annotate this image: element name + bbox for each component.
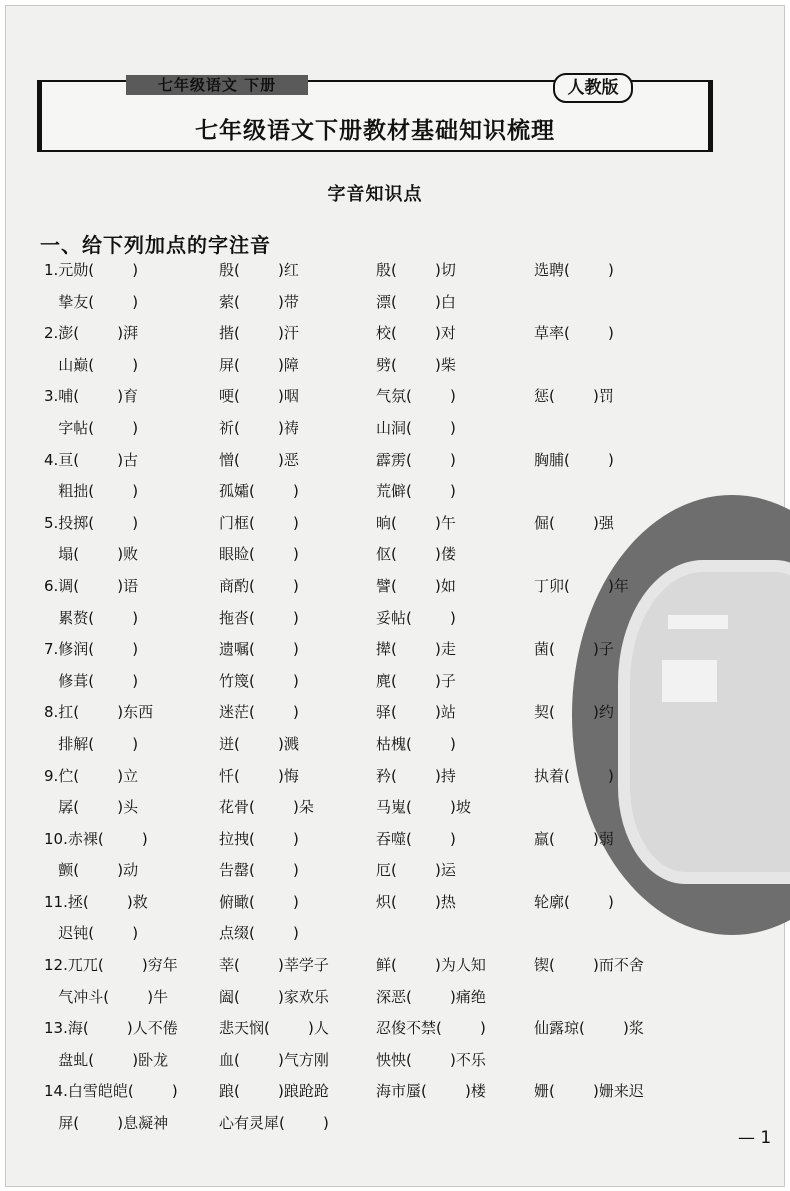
pinyin-blank-item: 拖沓( ) xyxy=(219,608,299,627)
pinyin-blank-item: 血( )气方刚 xyxy=(219,1050,329,1069)
pinyin-blank-item: 屏( )障 xyxy=(219,355,299,374)
pinyin-blank-item: 轮廓( ) xyxy=(534,892,614,911)
pinyin-blank-item: 粗拙( ) xyxy=(44,482,139,501)
exercise-row xyxy=(44,574,724,606)
pinyin-blank-item: 菌( )子 xyxy=(534,640,614,659)
page-title: 七年级语文下册教材基础知识梳理 xyxy=(195,118,555,144)
pinyin-blank-item: 盘虬( )卧龙 xyxy=(44,1050,169,1069)
pinyin-blank-item: 校( )对 xyxy=(376,324,456,343)
pinyin-blank-item: 深恶( )痛绝 xyxy=(376,987,486,1006)
pinyin-blank-item: 枯槐( ) xyxy=(376,734,456,753)
pinyin-blank-item: 殷( )切 xyxy=(376,261,456,279)
pinyin-blank-item: 6.调( )语 xyxy=(44,576,139,595)
pinyin-blank-item: 霹雳( ) xyxy=(376,450,456,469)
pinyin-blank-item: 驿( )站 xyxy=(376,703,456,722)
pinyin-blank-item: 萦( )带 xyxy=(219,292,299,311)
pinyin-blank-item: 修葺( ) xyxy=(44,671,139,690)
pinyin-blank-item: 14.白雪皑皑( ) xyxy=(44,1082,178,1101)
pinyin-blank-item: 累赘( ) xyxy=(44,608,139,627)
pinyin-blank-item: 祈( )祷 xyxy=(219,418,299,437)
pinyin-blank-item: 忍俊不禁( ) xyxy=(376,1019,486,1038)
pinyin-blank-item: 忏( )悔 xyxy=(219,766,299,785)
pinyin-blank-item: 丁卯( )年 xyxy=(534,576,629,595)
pinyin-blank-item: 倔( )强 xyxy=(534,513,614,532)
pinyin-blank-item: 孤孀( ) xyxy=(219,482,299,501)
pinyin-blank-item: 草率( ) xyxy=(534,324,614,343)
exercise-row xyxy=(44,384,724,416)
pinyin-blank-item: 矜( )持 xyxy=(376,766,456,785)
pinyin-blank-item: 气冲斗( )牛 xyxy=(44,987,169,1006)
page-number: — 1 xyxy=(738,1128,772,1148)
pinyin-blank-item: 拉拽( ) xyxy=(219,829,299,848)
exercise-row xyxy=(44,890,724,922)
pinyin-blank-item: 挚友( ) xyxy=(44,292,139,311)
pinyin-blank-item: 厄( )运 xyxy=(376,861,456,880)
pinyin-blank-item: 9.伫( )立 xyxy=(44,766,139,785)
pinyin-blank-item: 炽( )热 xyxy=(376,892,456,911)
exercise-row xyxy=(44,985,724,1017)
pinyin-blank-item: 2.澎( )湃 xyxy=(44,324,139,343)
pinyin-blank-item: 妥帖( ) xyxy=(376,608,456,627)
pinyin-blank-item: 门框( ) xyxy=(219,513,299,532)
exercise-row xyxy=(44,764,724,796)
pinyin-blank-item: 选聘( ) xyxy=(534,261,614,279)
pinyin-blank-item: 胸脯( ) xyxy=(534,450,614,469)
pinyin-blank-item: 4.亘( )古 xyxy=(44,450,139,469)
pinyin-blank-item: 海市蜃( )楼 xyxy=(376,1082,486,1101)
pinyin-blank-item: 迷茫( ) xyxy=(219,703,299,722)
pinyin-blank-item: 告罄( ) xyxy=(219,861,299,880)
pinyin-blank-item: 殷( )红 xyxy=(219,261,299,279)
pinyin-blank-item: 7.修润( ) xyxy=(44,640,139,659)
pinyin-blank-item: 哽( )咽 xyxy=(219,387,299,406)
header-tab: 七年级语文 下册 xyxy=(126,75,308,95)
exercise-row xyxy=(44,637,724,669)
exercise-row xyxy=(44,511,724,543)
exercise-row xyxy=(44,353,724,385)
pinyin-blank-item: 13.海( )人不倦 xyxy=(44,1019,178,1038)
exercise-heading: 一、给下列加点的字注音 xyxy=(40,233,271,257)
pinyin-blank-item: 12.兀兀( )穷年 xyxy=(44,956,178,975)
pinyin-blank-item: 塌( )败 xyxy=(44,545,139,564)
pinyin-blank-item: 伛( )偻 xyxy=(376,545,456,564)
pinyin-blank-item: 马嵬( )坡 xyxy=(376,798,471,817)
pinyin-blank-item: 点缀( ) xyxy=(219,924,299,943)
pinyin-blank-item: 执着( ) xyxy=(534,766,614,785)
exercise-row xyxy=(44,1048,724,1080)
pinyin-blank-item: 遗嘱( ) xyxy=(219,640,299,659)
exercise-row xyxy=(44,606,724,638)
pinyin-blank-item: 气氛( ) xyxy=(376,387,456,406)
pinyin-blank-item: 羸( )弱 xyxy=(534,829,614,848)
pinyin-blank-item: 10.赤裸( ) xyxy=(44,829,148,848)
exercise-row xyxy=(44,700,724,732)
section-subtitle: 字音知识点 xyxy=(327,184,423,205)
pinyin-blank-item: 山洞( ) xyxy=(376,418,456,437)
pinyin-blank-item: 莘( )莘学子 xyxy=(219,956,329,975)
pinyin-blank-item: 锲( )而不舍 xyxy=(534,956,644,975)
pinyin-blank-item: 迸( )溅 xyxy=(219,734,299,753)
pinyin-blank-item: 憎( )恶 xyxy=(219,450,299,469)
pinyin-blank-item: 孱( )头 xyxy=(44,798,139,817)
exercise-row xyxy=(44,858,724,890)
exercise-row xyxy=(44,827,724,859)
pinyin-blank-item: 商酌( ) xyxy=(219,576,299,595)
pinyin-blank-item: 花骨( )朵 xyxy=(219,798,314,817)
pinyin-blank-item: 契( )约 xyxy=(534,703,614,722)
pinyin-blank-item: 姗( )姗来迟 xyxy=(534,1082,644,1101)
pinyin-blank-item: 11.拯( )救 xyxy=(44,892,148,911)
exercise-grid xyxy=(44,258,724,1143)
pinyin-blank-item: 怏怏( )不乐 xyxy=(376,1050,486,1069)
pinyin-blank-item: 鲜( )为人知 xyxy=(376,956,486,975)
pinyin-blank-item: 荒僻( ) xyxy=(376,482,456,501)
exercise-row xyxy=(44,258,724,290)
exercise-row xyxy=(44,1079,724,1111)
exercise-row xyxy=(44,1016,724,1048)
pinyin-blank-item: 惩( )罚 xyxy=(534,387,614,406)
pinyin-blank-item: 颤( )动 xyxy=(44,861,139,880)
exercise-row xyxy=(44,921,724,953)
pinyin-blank-item: 吞噬( ) xyxy=(376,829,456,848)
exercise-row xyxy=(44,953,724,985)
pinyin-blank-item: 1.元勋( ) xyxy=(44,261,139,279)
pinyin-blank-item: 字帖( ) xyxy=(44,418,139,437)
pinyin-blank-item: 竹篾( ) xyxy=(219,671,299,690)
pinyin-blank-item: 晌( )午 xyxy=(376,513,456,532)
pinyin-blank-item: 排解( ) xyxy=(44,734,139,753)
pinyin-blank-item: 譬( )如 xyxy=(376,576,456,595)
exercise-row xyxy=(44,795,724,827)
pinyin-blank-item: 迟钝( ) xyxy=(44,924,139,943)
pinyin-blank-item: 3.哺( )育 xyxy=(44,387,139,406)
exercise-row xyxy=(44,732,724,764)
pinyin-blank-item: 心有灵犀( ) xyxy=(219,1114,329,1133)
exercise-row xyxy=(44,290,724,322)
exercise-row xyxy=(44,416,724,448)
exercise-row xyxy=(44,448,724,480)
exercise-row xyxy=(44,479,724,511)
pinyin-blank-item: 俯瞰( ) xyxy=(219,892,299,911)
exercise-row xyxy=(44,1111,724,1143)
pinyin-blank-item: 踉( )踉跄跄 xyxy=(219,1082,329,1101)
exercise-row xyxy=(44,542,724,574)
pinyin-blank-item: 眼睑( ) xyxy=(219,545,299,564)
pinyin-blank-item: 阖( )家欢乐 xyxy=(219,987,329,1006)
exercise-row xyxy=(44,669,724,701)
pinyin-blank-item: 屏( )息凝神 xyxy=(44,1114,169,1133)
pinyin-blank-item: 麂( )子 xyxy=(376,671,456,690)
pinyin-blank-item: 揩( )汗 xyxy=(219,324,299,343)
pinyin-blank-item: 撵( )走 xyxy=(376,640,456,659)
edition-badge: 人教版 xyxy=(553,73,633,103)
pinyin-blank-item: 山巅( ) xyxy=(44,355,139,374)
pinyin-blank-item: 5.投掷( ) xyxy=(44,513,139,532)
pinyin-blank-item: 8.扛( )东西 xyxy=(44,703,154,722)
pinyin-blank-item: 漂( )白 xyxy=(376,292,456,311)
pinyin-blank-item: 劈( )柴 xyxy=(376,355,456,374)
pinyin-blank-item: 悲天悯( )人 xyxy=(219,1019,329,1038)
exercise-row xyxy=(44,321,724,353)
pinyin-blank-item: 仙露琼( )浆 xyxy=(534,1019,644,1038)
